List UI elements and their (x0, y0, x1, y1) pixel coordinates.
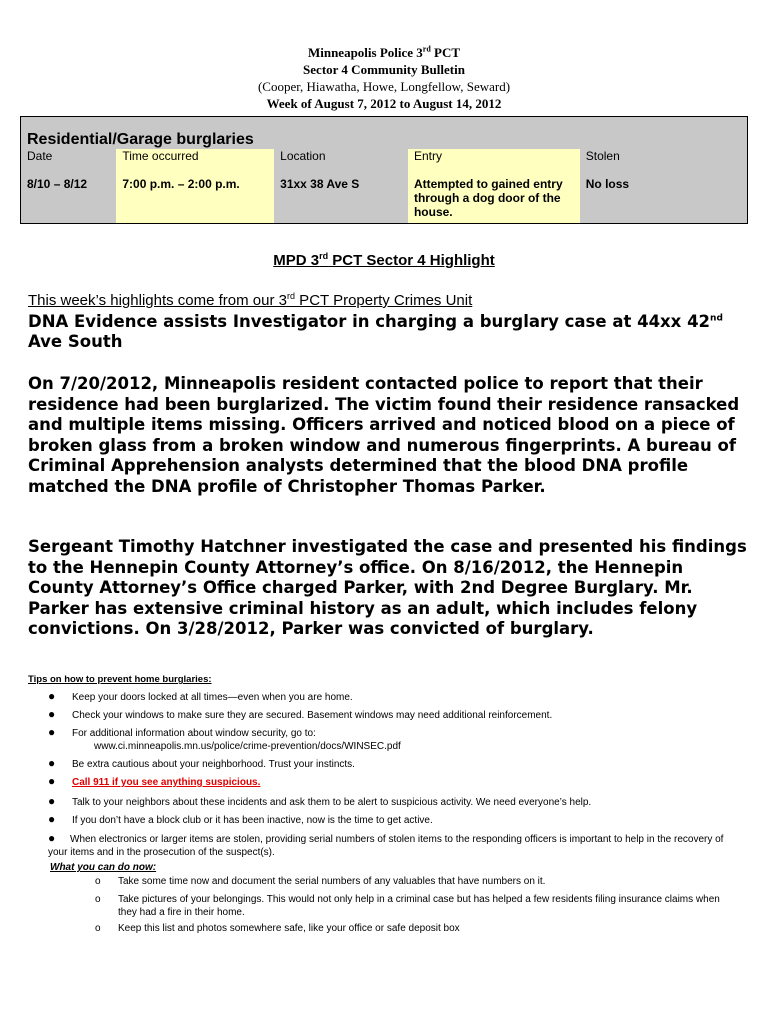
bullet-icon: ● (48, 756, 56, 770)
table-header-row (21, 149, 748, 173)
cell-location: 31xx 38 Ave S (280, 177, 360, 191)
column-header-stolen: Stolen (585, 149, 620, 163)
bulletin-header (0, 44, 768, 112)
header-line-2: Sector 4 Community Bulletin (303, 62, 465, 77)
bullet-icon: ● (48, 831, 56, 845)
header-line-3: (Cooper, Hiawatha, Howe, Longfellow, Seward) (257, 79, 511, 94)
bulletin-page: Minneapolis Police 3rd PCT Sector 4 Community Bulletin (Cooper, Hiawatha, Howe, Longfellow, Seward) Week of August 7, 2012 to August 14, 2012 Residential/Garage burglaries Date Time occurred Location Entry Stolen 8/10 – 8/12 7:00 p.m. – 2:00 p.m. 31xx 38 Ave S Attempted to gained entry through a dog door of the house. No loss MPD 3rd PCT Sector 4 Highlight This week’s highlights come from our 3rd PCT Property Crimes Unit DNA Evidence assists Investigator in charging a burglary case at 44xx 42nd Ave South On 7/20/2012, Minneapolis resident contacted police to report that their residence had been burglarized. The victim found their residence ransacked and multiple items missing. Officers arrived and noticed blood on a piece of broken glass from a broken window and numerous fingerprints. A bureau of Criminal Apprehension analysts determined that the blood DNA profile matched the DNA profile of Christopher Thomas Parker. Sergeant Timothy Hatchner investigated the case and presented his findings to the Hennepin County Attorney’s office. On 8/16/2012, the Hennepin County Attorney’s Office charged Parker, with 2nd Degree Burglary. Mr. Parker has extensive criminal history as an adult, which includes felony convictions. On 3/28/2012, Parker was convicted of burglary. Tips on how to prevent home burglaries: ● Keep your doors locked at all times—even when you are home. ● Check your windows to make sure they are secured. Basement windows may need additional reinforcement. ● For additional information about window security, go to: www.ci.minneapolis.mn.us/police/crime-prevention/docs/WINSEC.pdf ● Be extra cautious about your neighborhood. Trust your instincts. ● Call 911 if you see anything suspicious. ● Talk to your neighbors about these incidents and ask them to be alert to suspicious activity. We need everyone’s help. ● If you don’t have a block club or it has been inactive, now is the time to get active. ● When electronics or larger items are stolen, providing serial numbers of stolen items to the responding officers is important to help in the recovery of your items and in the prosecution of the suspect(s). What you can do now: o Take some time now and document the serial numbers of any valuables that have numbers on it. o Take pictures of your belongings. This would not only help in a criminal case but has helped a few residents filing insurance claims when they had a fire in their home. o Keep this list and photos somewhere safe, like your office or safe deposit box (0, 0, 768, 1024)
case-paragraph-2: Sergeant Timothy Hatchner investigated the case and presented his findings to the Hennepin County Attorney’s office. On 8/16/2012, the Hennepin County Attorney’s Office charged Parker, with 2nd Degree Burglary. Mr. Parker has extensive criminal history as an adult, which includes felony convictions. On 3/28/2012, Parker was convicted of burglary. (28, 537, 747, 638)
what-you-can-do-title: What you can do now: (50, 862, 157, 873)
window-security-link[interactable]: www.ci.minneapolis.mn.us/police/crime-prevention/docs/WINSEC.pdf (94, 740, 401, 752)
table-row (21, 173, 748, 224)
header-line-1: Minneapolis Police 3rd PCT (307, 44, 461, 60)
column-header-location: Location (280, 149, 326, 163)
cell-date: 8/10 – 8/12 (27, 177, 88, 191)
column-header-entry: Entry (408, 149, 580, 173)
bullet-icon: ● (48, 812, 56, 826)
call-911-alert: Call 911 if you see anything suspicious. (72, 777, 261, 788)
cell-stolen: No loss (585, 177, 630, 191)
burglary-table-title: Residential/Garage burglaries (27, 131, 254, 148)
circle-bullet-icon: o (95, 876, 101, 887)
column-header-time: Time occurred (116, 149, 274, 173)
list-item: ● When electronics or larger items are stolen, providing serial numbers of stolen items to the responding officers is important to help in the recovery of your items and in the prosecution of the suspect(s). (48, 831, 724, 858)
circle-bullet-icon: o (95, 894, 101, 905)
bullet-icon: ● (48, 689, 56, 703)
bullet-icon: ● (48, 774, 56, 788)
sector-highlight-heading: MPD 3rd PCT Sector 4 Highlight (273, 251, 495, 269)
bullet-icon: ● (48, 725, 56, 739)
burglary-table (20, 116, 748, 224)
circle-bullet-icon: o (95, 923, 101, 934)
dna-heading: DNA Evidence assists Investigator in charging a burglary case at 44xx 42nd Ave South (28, 312, 723, 351)
bullet-icon: ● (48, 794, 56, 808)
bullet-icon: ● (48, 707, 56, 721)
highlight-intro: This week’s highlights come from our 3rd PCT Property Crimes Unit (28, 291, 473, 309)
column-header-date: Date (27, 149, 53, 163)
tips-title: Tips on how to prevent home burglaries: (28, 674, 212, 685)
cell-time: 7:00 p.m. – 2:00 p.m. (116, 173, 274, 224)
case-paragraph-1: On 7/20/2012, Minneapolis resident contacted police to report that their residence had been burglarized. The victim found their residence ransacked and multiple items missing. Officers arrived and noticed blood on a piece of broken glass from a broken window and numerous fingerprints. A bureau of Criminal Apprehension analysts determined that the blood DNA profile matched the DNA profile of Christopher Thomas Parker. (28, 374, 740, 496)
header-line-4: Week of August 7, 2012 to August 14, 2012 (266, 96, 502, 111)
cell-entry: Attempted to gained entry through a dog door of the house. (408, 173, 580, 224)
